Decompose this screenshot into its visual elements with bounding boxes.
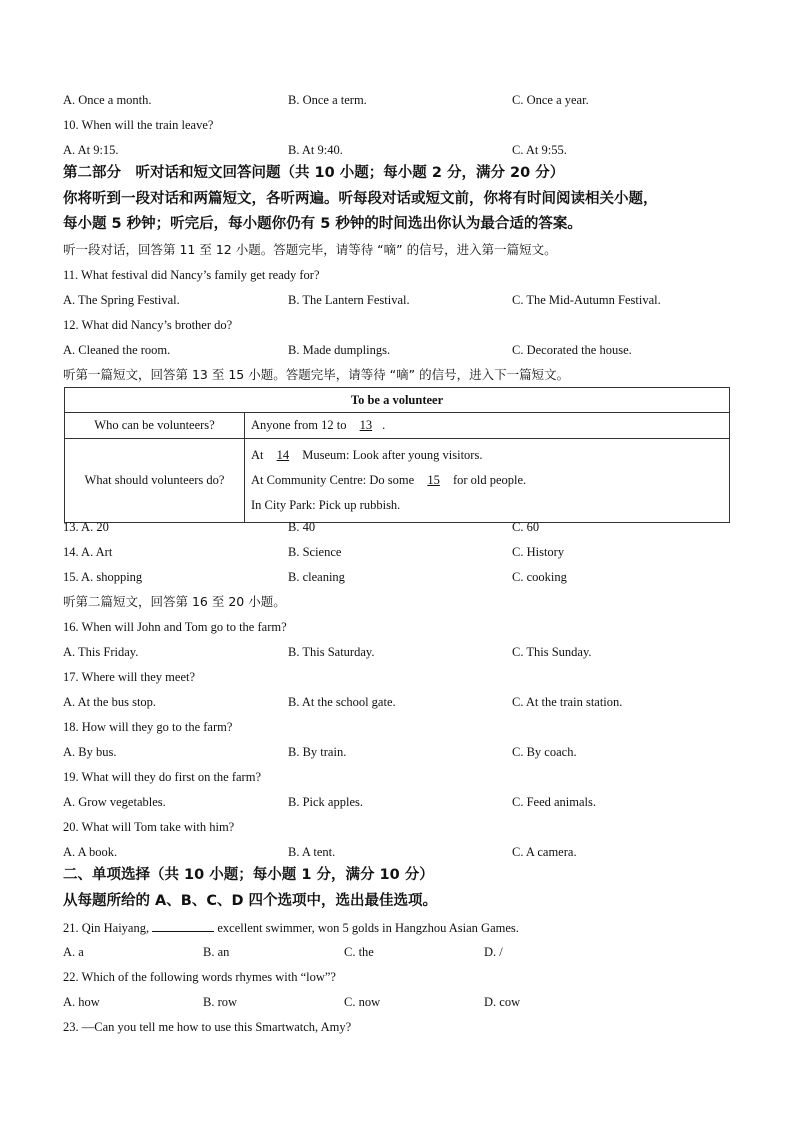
part2-instruction-1: 你将听到一段对话和两篇短文，各听两遍。听每段对话或短文前，你将有时间阅读相关小题， [63, 191, 658, 207]
q18-option-a: A. By bus. [63, 745, 117, 759]
q13-option-a: 13. A. 20 [63, 520, 109, 534]
table-row1-content: Anyone from 12 to 13 . [245, 413, 730, 439]
q14-option-c: C. History [512, 545, 565, 559]
q10-option-c: C. At 9:55. [512, 143, 567, 157]
q16-option-b: B. This Saturday. [288, 645, 375, 659]
q18-option-b: B. By train. [288, 745, 347, 759]
q12-option-a: A. Cleaned the room. [63, 343, 171, 357]
q10-option-a: A. At 9:15. [63, 143, 119, 157]
blank-15: 15 [427, 473, 440, 487]
q19-question: 19. What will they do first on the farm? [63, 770, 261, 784]
q22-option-c: C. now [344, 995, 381, 1009]
q20-question: 20. What will Tom take with him? [63, 820, 235, 834]
q16-option-c: C. This Sunday. [512, 645, 592, 659]
row1-text: Anyone from 12 to [251, 418, 347, 432]
q15-option-a: 15. A. shopping [63, 570, 143, 584]
q21-question-post: excellent swimmer, won 5 golds in Hangzhou Asian Games. [217, 921, 519, 935]
q19-option-c: C. Feed animals. [512, 795, 597, 809]
part2-title: 第二部分 听对话和短文回答问题（共 10 小题；每小题 2 分，满分 20 分） [63, 165, 565, 181]
row2-line1 [251, 443, 723, 468]
q15-option-c: C. cooking [512, 570, 567, 584]
q22-option-b: B. row [203, 995, 238, 1009]
q9-option-c: C. Once a year. [512, 93, 589, 107]
table-row2-label: What should volunteers do? [65, 439, 245, 523]
blank-14: 14 [276, 448, 290, 462]
volunteer-table [64, 387, 730, 523]
q21-option-c: C. the [344, 945, 374, 959]
q16-question: 16. When will John and Tom go to the farm? [63, 620, 287, 634]
q21-answer-blank [152, 919, 214, 932]
q19-option-a: A. Grow vegetables. [63, 795, 166, 809]
q21-option-d: D. / [484, 945, 503, 959]
q22-question: 22. Which of the following words rhymes with “low”? [63, 970, 336, 984]
q10-option-b: B. At 9:40. [288, 143, 343, 157]
passage1-intro: 听第一篇短文，回答第 13 至 15 小题。答题完毕，请等待 “嘀” 的信号，进入下一篇短文。 [63, 367, 570, 382]
q20-option-c: C. A camera. [512, 845, 577, 859]
section2-instruction: 从每题所给的 A、B、C、D 四个选项中，选出最佳选项。 [63, 893, 438, 909]
q11-option-c: C. The Mid-Autumn Festival. [512, 293, 661, 307]
q12-option-b: B. Made dumplings. [288, 343, 391, 357]
table-row2-content [245, 439, 730, 523]
dialog-intro: 听一段对话，回答第 11 至 12 小题。答题完毕，请等待 “嘀” 的信号，进入第一篇短文。 [63, 242, 557, 257]
q20-option-b: B. A tent. [288, 845, 336, 859]
row2-line2-pre: At Community Centre: Do some [251, 473, 415, 487]
q21-question [63, 919, 519, 936]
row2-line1-pre: At [251, 448, 264, 462]
q23-question: 23. —Can you tell me how to use this Smartwatch, Amy? [63, 1020, 352, 1034]
row2-line3: In City Park: Pick up rubbish. [251, 498, 401, 512]
q17-option-a: A. At the bus stop. [63, 695, 157, 709]
q17-question: 17. Where will they meet? [63, 670, 196, 684]
q20-option-a: A. A book. [63, 845, 118, 859]
q17-option-b: B. At the school gate. [288, 695, 396, 709]
passage2-intro: 听第二篇短文，回答第 16 至 20 小题。 [63, 594, 286, 609]
q22-option-a: A. how [63, 995, 100, 1009]
q13-option-c: C. 60 [512, 520, 540, 534]
q17-option-c: C. At the train station. [512, 695, 623, 709]
q16-option-a: A. This Friday. [63, 645, 139, 659]
q18-question: 18. How will they go to the farm? [63, 720, 233, 734]
q22-option-d: D. cow [484, 995, 521, 1009]
q12-question: 12. What did Nancy’s brother do? [63, 318, 233, 332]
q11-option-b: B. The Lantern Festival. [288, 293, 410, 307]
q11-option-a: A. The Spring Festival. [63, 293, 180, 307]
q10-question: 10. When will the train leave? [63, 118, 214, 132]
table-title: To be a volunteer [65, 388, 730, 413]
q9-option-b: B. Once a term. [288, 93, 367, 107]
part2-instruction-2: 每小题 5 秒钟；听完后，每小题你仍有 5 秒钟的时间选出你认为最合适的答案。 [63, 216, 582, 232]
q14-option-b: B. Science [288, 545, 342, 559]
row2-line2 [251, 468, 723, 493]
row2-line1-post: Museum: Look after young visitors. [302, 448, 483, 462]
q15-option-b: B. cleaning [288, 570, 345, 584]
q13-option-b: B. 40 [288, 520, 316, 534]
q14-option-a: 14. A. Art [63, 545, 113, 559]
section2-title: 二、单项选择（共 10 小题；每小题 1 分，满分 10 分） [63, 867, 434, 883]
q11-question: 11. What festival did Nancy’s family get ready for? [63, 268, 320, 282]
row2-line2-post: for old people. [452, 473, 527, 487]
q21-question-pre: 21. Qin Haiyang, [63, 921, 150, 935]
q18-option-c: C. By coach. [512, 745, 577, 759]
q9-option-a: A. Once a month. [63, 93, 152, 107]
q19-option-b: B. Pick apples. [288, 795, 363, 809]
q12-option-c: C. Decorated the house. [512, 343, 632, 357]
table-row1-label: Who can be volunteers? [65, 413, 245, 439]
q21-option-a: A. a [63, 945, 84, 959]
blank-13: 13 [359, 418, 373, 432]
q21-option-b: B. an [203, 945, 230, 959]
